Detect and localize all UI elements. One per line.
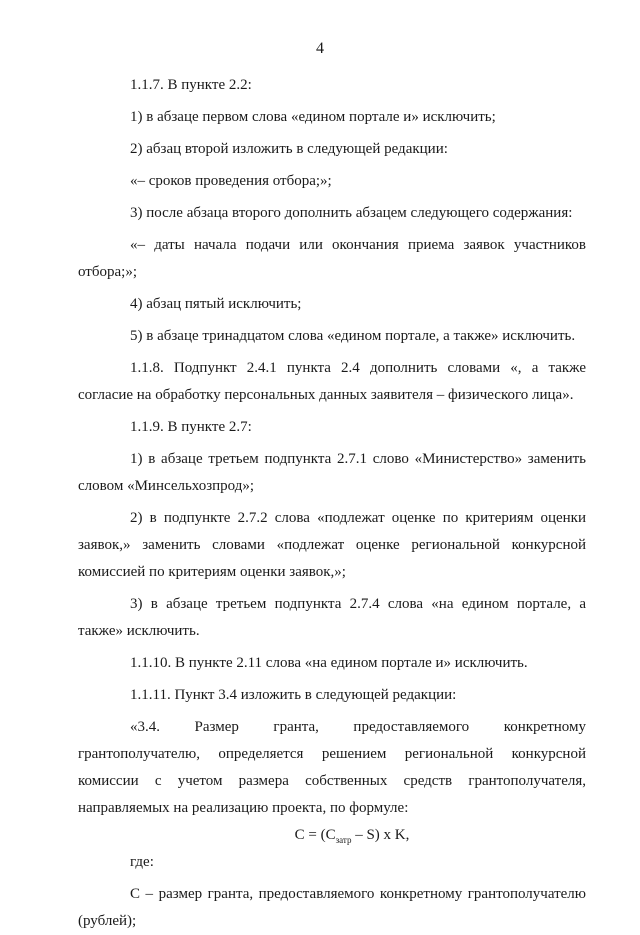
- paragraph-item-1: 1) в абзаце первом слова «едином портале и» исключить;: [130, 109, 496, 125]
- grant-formula: [78, 822, 586, 849]
- formula-lhs: С = (С: [294, 827, 336, 843]
- where-label: где:: [130, 854, 154, 870]
- paragraph-1-1-9-item-2: 2) в подпункте 2.7.2 слова «подлежат оценке по критериям оценки заявок,» заменить словами «подлежат оценке региональной конкурсной комиссией по критериям оценки заявок,»;: [78, 510, 586, 580]
- paragraph-item-2: 2) абзац второй изложить в следующей редакции:: [130, 141, 448, 157]
- page-number: 4: [316, 40, 324, 57]
- formula-subscript: затр: [335, 835, 352, 845]
- document-body: [78, 72, 586, 935]
- paragraph-1-1-11: 1.1.11. Пункт 3.4 изложить в следующей редакции:: [130, 687, 457, 703]
- paragraph-item-3: 3) после абзаца второго дополнить абзацем следующего содержания:: [130, 205, 573, 221]
- paragraph-item-5: 5) в абзаце тринадцатом слова «едином портале, а также» исключить.: [130, 328, 576, 344]
- paragraph-1-1-9-item-1: 1) в абзаце третьем подпункта 2.7.1 слово «Министерство» заменить словом «Минсельхозпрод»;: [78, 451, 586, 494]
- paragraph-1-1-10: 1.1.10. В пункте 2.11 слова «на едином портале и» исключить.: [130, 655, 528, 671]
- paragraph-1-1-8: 1.1.8. Подпункт 2.4.1 пункта 2.4 дополнить словами «, а также согласие на обработку персональных данных заявителя – физического лица».: [78, 360, 586, 403]
- paragraph-1-1-7: 1.1.7. В пункте 2.2:: [130, 77, 252, 93]
- paragraph-1-1-9-item-3: 3) в абзаце третьем подпункта 2.7.4 слова «на едином портале, а также» исключить.: [78, 596, 586, 639]
- paragraph-quote-deadlines: «– сроков проведения отбора;»;: [130, 173, 332, 189]
- paragraph-quote-dates: «– даты начала подачи или окончания приема заявок участников отбора;»;: [78, 237, 586, 280]
- formula-rhs: – S) x K,: [351, 827, 410, 843]
- paragraph-1-1-9: 1.1.9. В пункте 2.7:: [130, 419, 252, 435]
- paragraph-3-4-text: «3.4. Размер гранта, предоставляемого конкретному грантополучателю, определяется решением региональной конкурсной комиссии с учетом размера собственных средств грантополучателя, направляемых на реализацию проекта, по формуле:: [78, 719, 586, 816]
- paragraph-item-4: 4) абзац пятый исключить;: [130, 296, 302, 312]
- definition-c: С – размер гранта, предоставляемого конкретному грантополучателю (рублей);: [78, 886, 586, 929]
